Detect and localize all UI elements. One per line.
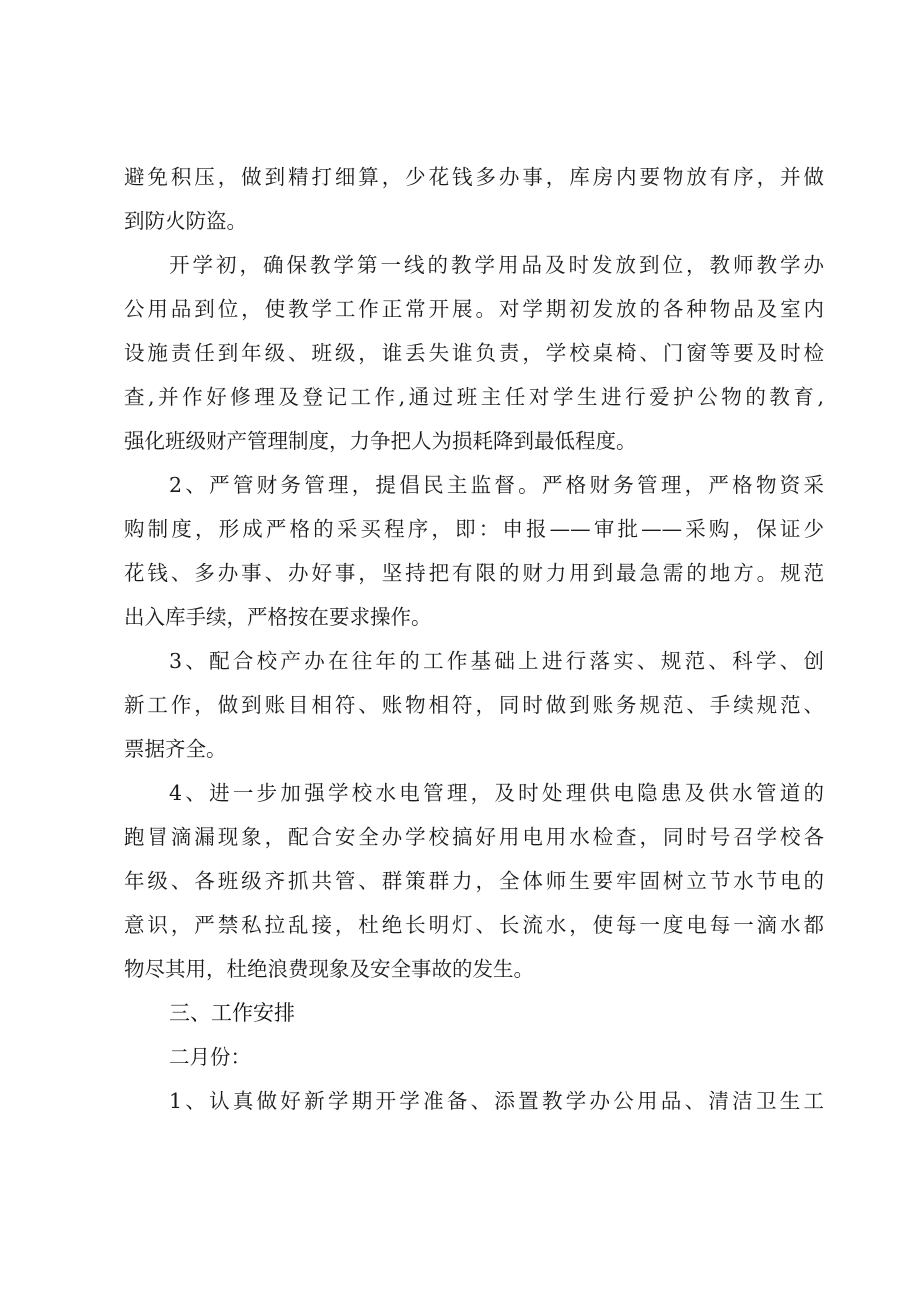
text-line: 查,并作好修理及登记工作,通过班主任对学生进行爱护公物的教育, [124, 385, 824, 409]
text-line: 跑冒滴漏现象，配合安全办学校搞好用电用水检查，同时号召学校各 [124, 825, 824, 849]
text-line: 公用品到位，使教学工作正常开展。对学期初发放的各种物品及室内 [124, 297, 824, 321]
paragraph-finance-management [124, 463, 824, 639]
text-line: 4、进一步加强学校水电管理，及时处理供电隐患及供水管道的 [169, 781, 824, 805]
paragraph-asset-office [124, 639, 824, 771]
text-line: 物尽其用，杜绝浪费现象及安全事故的发生。 [124, 957, 534, 981]
text-line: 强化班级财产管理制度，力争把人为损耗降到最低程度。 [124, 429, 637, 453]
document-page [124, 155, 824, 1123]
text-line: 设施责任到年级、班级，谁丢失谁负责，学校桌椅、门窗等要及时检 [124, 341, 824, 365]
text-line: 到防火防盗。 [124, 209, 247, 233]
text-line: 花钱、多办事、办好事，坚持把有限的财力用到最急需的地方。规范 [124, 561, 824, 585]
text-line: 开学初，确保教学第一线的教学用品及时发放到位，教师教学办 [169, 253, 824, 277]
text-line: 年级、各班级齐抓共管、群策群力，全体师生要牢固树立节水节电的 [124, 869, 824, 893]
text-line: 出入库手续，严格按在要求操作。 [124, 605, 432, 629]
text-line: 2、严管财务管理，提倡民主监督。严格财务管理，严格物资采 [169, 473, 824, 497]
paragraph-continuation [124, 155, 824, 243]
text-line: 意识，严禁私拉乱接，杜绝长明灯、长流水，使每一度电每一滴水都 [124, 913, 824, 937]
list-item-1: 1、认真做好新学期开学准备、添置教学办公用品、清洁卫生工 [169, 1089, 824, 1113]
paragraph-semester-start [124, 243, 824, 463]
paragraph-water-electricity [124, 771, 824, 991]
section-heading: 三、工作安排 [169, 1001, 295, 1025]
text-line: 购制度，形成严格的采买程序，即：申报——审批——采购，保证少 [124, 517, 824, 541]
text-line: 3、配合校产办在往年的工作基础上进行落实、规范、科学、创 [169, 649, 824, 673]
text-line: 新工作，做到账目相符、账物相符，同时做到账务规范、手续规范、 [124, 693, 824, 717]
text-line: 避免积压，做到精打细算，少花钱多办事，库房内要物放有序，并做 [124, 165, 824, 189]
text-line: 票据齐全。 [124, 737, 227, 761]
month-label: 二月份： [169, 1045, 251, 1069]
